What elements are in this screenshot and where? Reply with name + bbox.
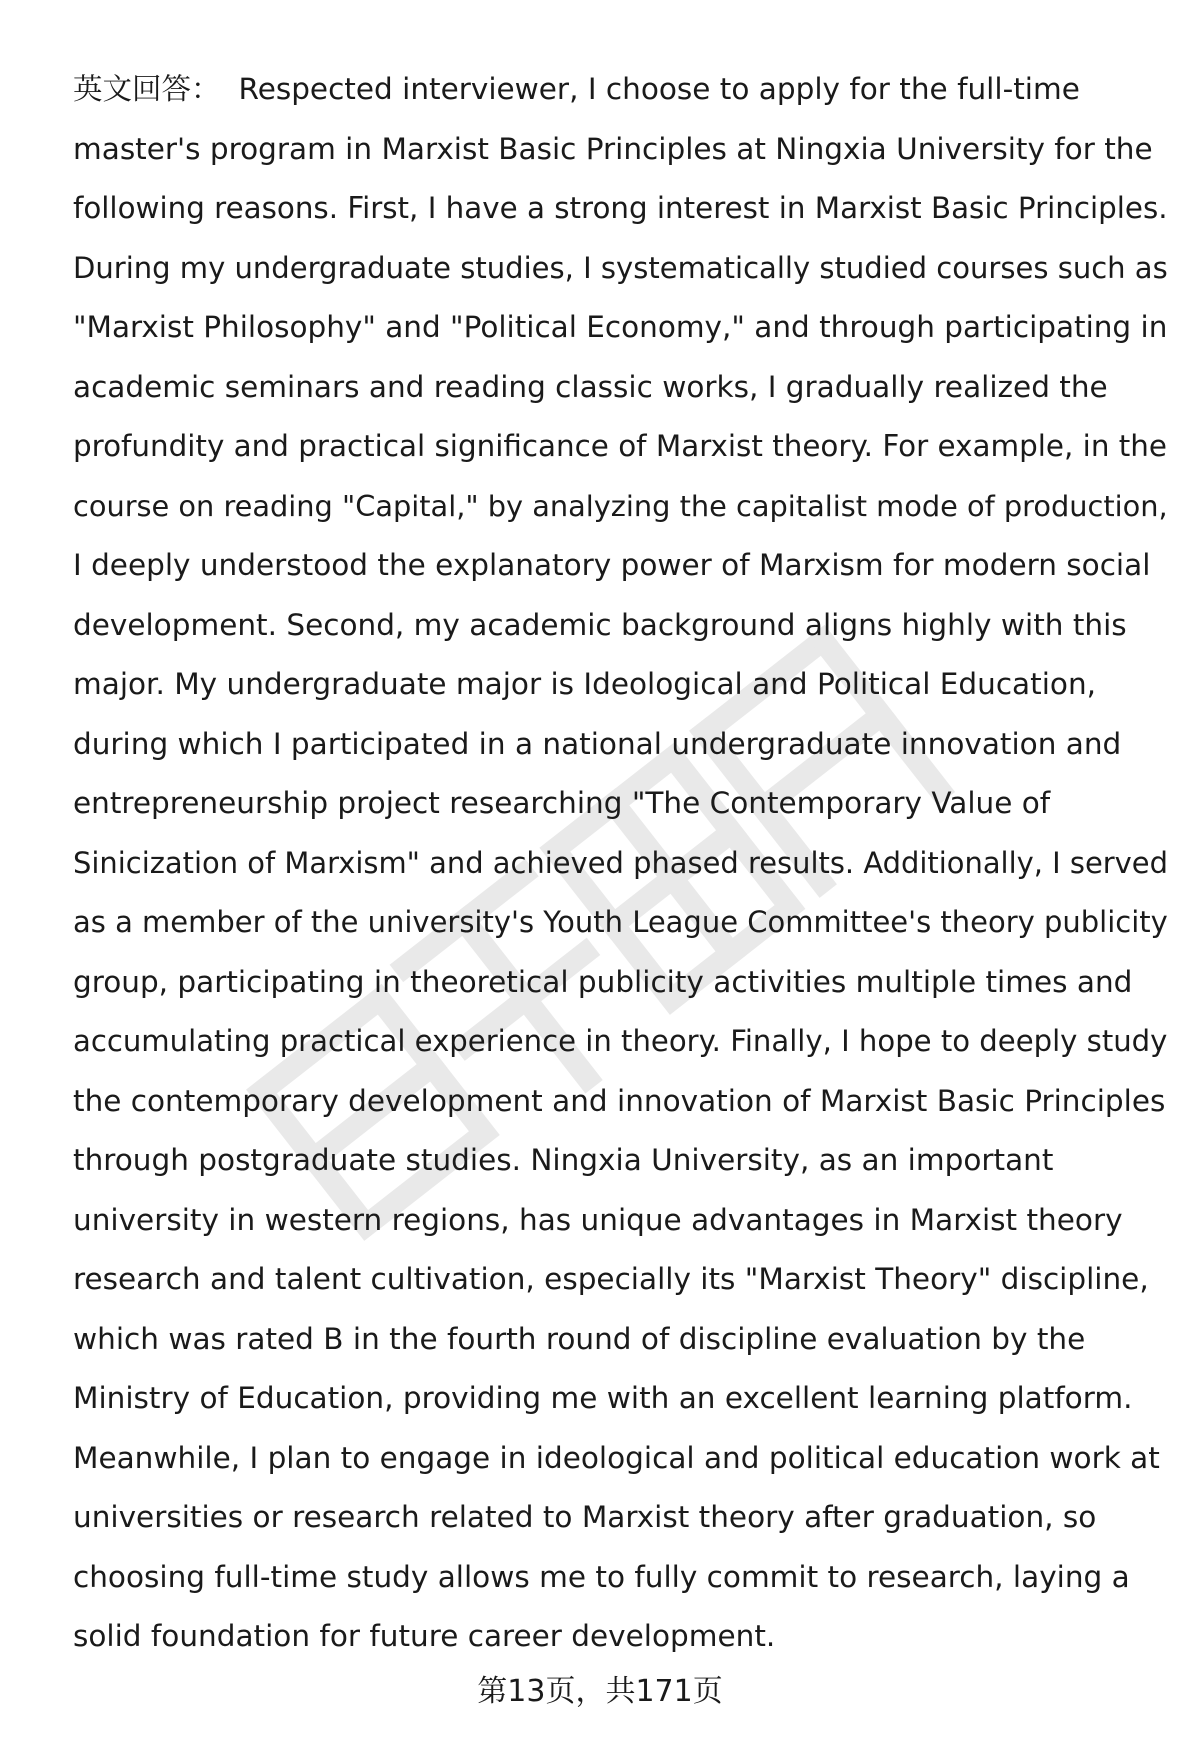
text-line-16: group, participating in theoretical publicity activities multiple times and (73, 964, 1133, 999)
text-line-2: master's program in Marxist Basic Principles at Ningxia University for the (73, 131, 1153, 166)
text-line-4: During my undergraduate studies, I systematically studied courses such as (73, 250, 1168, 285)
page-number-footer: 第13页，共171页 (477, 1674, 723, 1709)
text-line-6: academic seminars and reading classic works, I gradually realized the (73, 369, 1108, 404)
text-line-18: the contemporary development and innovation of Marxist Basic Principles (73, 1083, 1166, 1118)
text-line-13: entrepreneurship project researching "The Contemporary Value of (73, 786, 1051, 820)
text-line-24: Meanwhile, I plan to engage in ideological and political education work at (73, 1440, 1160, 1475)
text-line-5: "Marxist Philosophy" and "Political Economy," and through participating in (73, 310, 1168, 344)
text-line-22: which was rated B in the fourth round of discipline evaluation by the (73, 1321, 1086, 1356)
text-line-10: development. Second, my academic background aligns highly with this (73, 607, 1127, 642)
text-line-21: research and talent cultivation, especially its "Marxist Theory" discipline, (73, 1262, 1149, 1296)
text-line-1-content: Respected interviewer, I choose to apply for the full-time (238, 72, 1080, 106)
text-line-8: course on reading "Capital," by analyzing the capitalist mode of production, (73, 488, 1168, 523)
text-line-17: accumulating practical experience in theory. Finally, I hope to deeply study (73, 1024, 1168, 1058)
text-line-9: I deeply understood the explanatory power of Marxism for modern social (73, 548, 1151, 582)
text-line-12: during which I participated in a national undergraduate innovation and (73, 726, 1122, 761)
text-line-20: university in western regions, has unique advantages in Marxist theory (73, 1202, 1123, 1237)
text-line-1 (73, 60, 1168, 120)
answer-label: 英文回答： (73, 72, 221, 106)
text-line-23: Ministry of Education, providing me with an excellent learning platform. (73, 1381, 1133, 1415)
text-line-14: Sinicization of Marxism" and achieved phased results. Additionally, I served (73, 845, 1168, 880)
text-line-11: major. My undergraduate major is Ideological and Political Education, (73, 667, 1097, 701)
text-line-15: as a member of the university's Youth League Committee's theory publicity (73, 905, 1168, 939)
text-line-25: universities or research related to Marxist theory after graduation, so (73, 1500, 1097, 1534)
text-line-3: following reasons. First, I have a strong interest in Marxist Basic Principles. (73, 191, 1168, 225)
text-line-7: profundity and practical significance of Marxist theory. For example, in the (73, 429, 1167, 463)
text-line-19: through postgraduate studies. Ningxia University, as an important (73, 1143, 1054, 1177)
text-line-26: choosing full-time study allows me to fully commit to research, laying a (73, 1559, 1130, 1594)
text-line-27: solid foundation for future career development. (73, 1619, 776, 1653)
document-body (73, 60, 1168, 1667)
